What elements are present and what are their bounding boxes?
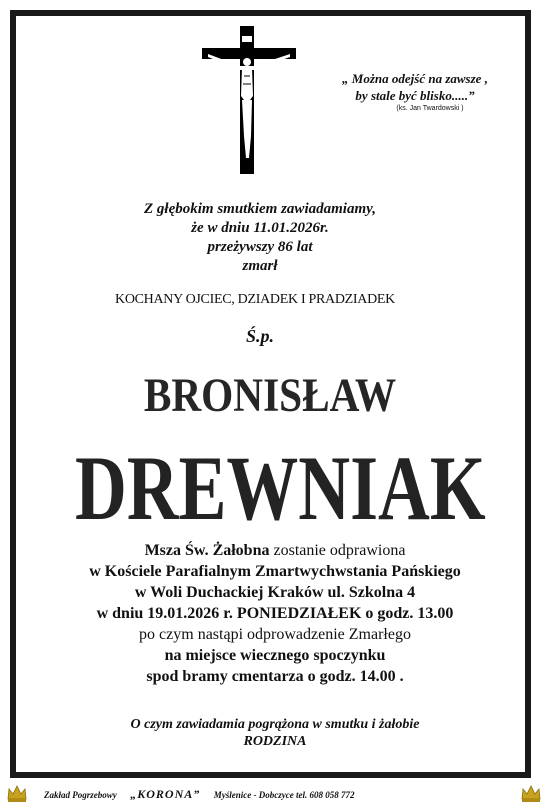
intro-line-1: Z głębokim smutkiem zawiadamiamy, xyxy=(144,201,376,217)
church-line-2: w Woli Duchackiej Kraków ul. Szkolna 4 xyxy=(134,584,416,601)
footer-text xyxy=(44,787,514,802)
place-line-2: spod bramy cmentarza o godz. 14.00 . xyxy=(146,668,404,685)
deceased-last-name: DREWNIAK xyxy=(75,437,486,539)
intro-line-3: przeżywszy 86 lat xyxy=(207,239,313,255)
intro-line-2: że w dniu 11.01.2026r. xyxy=(191,220,329,236)
crucifix-icon xyxy=(200,26,300,174)
honorific: Ś.p. xyxy=(245,326,274,346)
deceased-first-name: BRONISŁAW xyxy=(143,369,397,422)
church-line-1: w Kościele Parafialnym Zmartwychwstania Pańskiego xyxy=(89,563,461,580)
footer-contact: Myślenice - Dobczyce tel. 608 058 772 xyxy=(213,790,355,800)
quote-line-1: „ Można odejść na zawsze , xyxy=(342,71,488,86)
quote-block xyxy=(300,70,530,114)
footer-prefix: Zakład Pogrzebowy xyxy=(44,790,117,800)
closing-block xyxy=(40,716,510,750)
family-relation: KOCHANY OJCIEC, DZIADEK I PRADZIADEK xyxy=(115,292,395,307)
mass-title: Msza Św. Żałobna xyxy=(144,542,270,559)
date-line: w dniu 19.01.2026 r. PONIEDZIAŁEK o godz. 13.00 xyxy=(96,605,454,622)
intro-line-4: zmarł xyxy=(242,258,278,274)
closing-signature: RODZINA xyxy=(243,734,307,749)
quote-line-2: by stale być blisko.....” xyxy=(355,88,475,103)
mass-title-rest: zostanie odprawiona xyxy=(269,542,406,559)
funeral-details xyxy=(40,540,510,687)
procession-line: po czym nastąpi odprowadzenie Zmarłego xyxy=(139,626,411,643)
funeral-home-footer xyxy=(0,781,548,806)
quote-author: (ks. Jan Twardowski ) xyxy=(396,105,464,112)
crown-icon xyxy=(520,783,542,803)
crown-icon xyxy=(6,783,28,803)
footer-company-name: „KORONA” xyxy=(130,787,201,801)
announcement-intro xyxy=(60,200,460,276)
closing-line-1: O czym zawiadamia pogrążona w smutku i żałobie xyxy=(130,717,420,732)
mass-line xyxy=(40,540,510,561)
place-line-1: na miejsce wiecznego spoczynku xyxy=(164,647,386,664)
